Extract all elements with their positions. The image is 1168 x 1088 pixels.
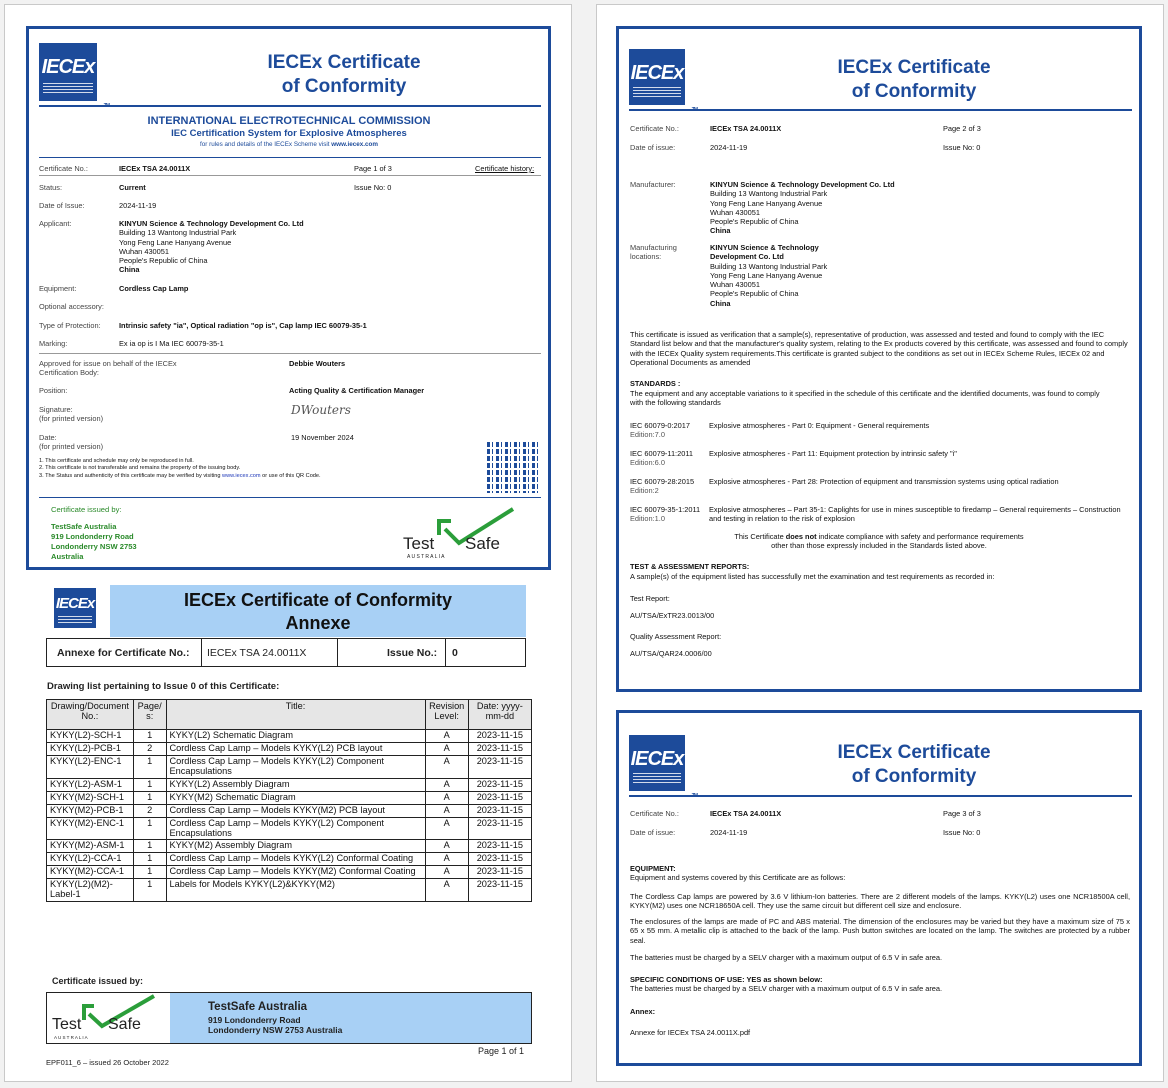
approver-name: Debbie Wouters	[289, 359, 346, 368]
standard-code[interactable]: IEC 60079-28:2015	[630, 477, 695, 486]
iecex-logo: IECEx	[54, 588, 96, 628]
org-subtitle: IEC Certification System for Explosive Atmospheres	[171, 128, 407, 139]
applicant-address: KINYUN Science & Technology Development Co. Ltd Building 13 Wantong Industrial Park Yong Feng Lane Hanyang Avenue Wuhan 430051 People's Republic of China China	[119, 219, 304, 275]
mfg-locations-label: Manufacturing locations:	[630, 243, 677, 262]
col-header-doc-no: Drawing/Document No.:	[47, 700, 134, 730]
table-row	[47, 817, 532, 840]
signature-image: DWouters	[291, 403, 351, 417]
iecex-logo: IECEx	[629, 49, 685, 105]
divider	[629, 109, 1132, 111]
drawing-list-heading: Drawing list pertaining to Issue 0 of this Certificate:	[47, 681, 280, 692]
testsafe-logo: Test Safe A U S T R A L I A	[403, 507, 523, 562]
cell-date: 2023-11-15	[468, 817, 531, 840]
cell-pages: 1	[133, 853, 166, 866]
cell-date: 2023-11-15	[468, 804, 531, 817]
cell-revision: A	[425, 840, 468, 853]
cell-title: KYKY(M2) Assembly Diagram	[166, 840, 425, 853]
equipment-heading: EQUIPMENT:	[630, 864, 676, 873]
qa-report-link[interactable]: AU/TSA/QAR24.0006/00	[630, 649, 712, 658]
cell-pages: 1	[133, 730, 166, 743]
date-value: 2024-11-19	[710, 828, 748, 837]
status-label: Status:	[39, 183, 63, 192]
cell-revision: A	[425, 866, 468, 879]
standard-title: Explosive atmospheres – Part 35-1: Caplights for use in mines susceptible to firedamp – General requirements – Construction and testing in relation to the risk of explosion	[709, 505, 1121, 524]
cell-pages: 1	[133, 755, 166, 778]
cell-pages: 1	[133, 778, 166, 791]
cell-date: 2023-11-15	[468, 730, 531, 743]
manufacturer-address: KINYUN Science & Technology Development Co. Ltd Building 13 Wantong Industrial Park Yong Feng Lane Hanyang Avenue Wuhan 430051 People's Republic of China China	[710, 180, 895, 236]
signature-label: Signature: (for printed version)	[39, 405, 104, 424]
cell-doc-no: KYKY(L2)-CCA-1	[47, 853, 134, 866]
date-label: Date of issue:	[630, 828, 676, 837]
approved-label: Approved for issue on behalf of the IECEx Certification Body:	[39, 359, 177, 378]
issue-number: Issue No: 0	[943, 143, 981, 152]
optional-accessory-label: Optional accessory:	[39, 302, 104, 311]
col-header-pages: Page/ s:	[133, 700, 166, 730]
date2-value: 19 November 2024	[291, 433, 354, 442]
table-row	[47, 853, 532, 866]
divider	[39, 353, 541, 354]
cell-doc-no: KYKY(M2)-ENC-1	[47, 817, 134, 840]
equipment-para-2: The enclosures of the lamps are made of PC and ABS material. The dimension of the enclosures may be varied but they have a maximum size of 75 x 65 x 55 mm. A metallic clip is attached to the back of the lamp. Push button switches are located on the lamp. The switches are protected by a rubber seal.	[630, 917, 1130, 945]
table-row	[47, 755, 532, 778]
date-value: 2024-11-19	[119, 201, 157, 210]
annexe-cert-label: Annexe for Certificate No.:	[57, 647, 190, 659]
page-number: Page 3 of 3	[943, 809, 981, 818]
equipment-para-3: The batteries must be charged by a SELV charger with a maximum output of 6.5 V in safe area.	[630, 953, 943, 962]
mfg-locations-address: KINYUN Science & Technology Development Co. Ltd Building 13 Wantong Industrial Park Yong Feng Lane Hanyang Avenue Wuhan 430051 People's Republic of China China	[710, 243, 828, 308]
cell-revision: A	[425, 804, 468, 817]
iecex-logo: IECEx	[39, 43, 97, 101]
cell-date: 2023-11-15	[468, 866, 531, 879]
annexe-issued-by-label: Certificate issued by:	[52, 976, 144, 986]
annexe-page-number: Page 1 of 1	[478, 1046, 525, 1056]
cell-pages: 1	[133, 791, 166, 804]
reports-intro: A sample(s) of the equipment listed has successfully met the examination and test requirements as recorded in:	[630, 572, 995, 581]
cell-doc-no: KYKY(L2)-PCB-1	[47, 742, 134, 755]
cell-date: 2023-11-15	[468, 742, 531, 755]
cell-title: KYKY(M2) Schematic Diagram	[166, 791, 425, 804]
cell-revision: A	[425, 853, 468, 866]
cell-doc-no: KYKY(M2)-CCA-1	[47, 866, 134, 879]
verification-text: This certificate is issued as verification that a sample(s), representative of production, was assessed and tested and found to comply with the IEC Standard list below and that the manufacturer's quality system, relating to the Ex products covered by this certificate, was assessed and found to comply with the IECEx Quality system requirements.This certificate is granted subject to the conditions as set out in IECEx Scheme Rules, IECEx 02 and Operational Documents as amended	[630, 330, 1128, 367]
table-row	[47, 778, 532, 791]
cell-pages: 1	[133, 879, 166, 902]
org-name: INTERNATIONAL ELECTROTECHNICAL COMMISSION	[147, 115, 431, 127]
annexe-issue-label: Issue No.:	[387, 647, 438, 659]
col-header-revision: Revision Level:	[425, 700, 468, 730]
notes-link[interactable]: www.iecex.com	[222, 472, 261, 479]
cert-no-label: Certificate No.:	[630, 809, 679, 818]
cell-revision: A	[425, 817, 468, 840]
issued-by-label: Certificate issued by:	[51, 505, 122, 514]
test-report-link[interactable]: AU/TSA/ExTR23.0013/00	[630, 611, 715, 620]
equipment-label: Equipment:	[39, 284, 77, 293]
cell-doc-no: KYKY(L2)(M2)-Label-1	[47, 879, 134, 902]
divider	[39, 157, 541, 158]
cell-doc-no: KYKY(L2)-ENC-1	[47, 755, 134, 778]
certificate-history-link[interactable]: Certificate history:	[475, 164, 535, 173]
cell-title: Cordless Cap Lamp – Models KYKY(M2) PCB layout	[166, 804, 425, 817]
date-label: Date of Issue:	[39, 201, 85, 210]
qr-code[interactable]	[487, 441, 539, 493]
issue-number: Issue No: 0	[943, 828, 981, 837]
test-report-label: Test Report:	[630, 594, 670, 603]
standard-edition: Edition:1.0	[630, 514, 665, 523]
certificate-page-1	[26, 26, 551, 570]
annexe-cert-no: IECEx TSA 24.0011X	[207, 647, 307, 659]
table-row	[47, 742, 532, 755]
cell-title: Cordless Cap Lamp – Models KYKY(M2) Conformal Coating	[166, 866, 425, 879]
cell-revision: A	[425, 778, 468, 791]
divider	[39, 175, 541, 176]
iecex-logo: IECEx	[629, 735, 685, 791]
cell-date: 2023-11-15	[468, 778, 531, 791]
cell-title: Cordless Cap Lamp – Models KYKY(L2) Conformal Coating	[166, 853, 425, 866]
standard-edition: Edition:6.0	[630, 458, 665, 467]
standards-heading: STANDARDS :	[630, 379, 681, 388]
page-number: Page 1 of 3	[354, 164, 392, 173]
page-number: Page 2 of 3	[943, 124, 981, 133]
iecex-link[interactable]: www.iecex.com	[331, 141, 378, 148]
cell-date: 2023-11-15	[468, 755, 531, 778]
table-row	[47, 879, 532, 902]
page-title: IECEx Certificate of Conformity	[837, 57, 991, 102]
cell-revision: A	[425, 730, 468, 743]
standard-code[interactable]: IEC 60079-11:2011	[630, 449, 694, 458]
cell-title: Labels for Models KYKY(L2)&KYKY(M2)	[166, 879, 425, 902]
cell-title: Cordless Cap Lamp – Models KYKY(L2) Component Encapsulations	[166, 817, 425, 840]
org-rules-text: for rules and details of the IECEx Scheme visit www.iecex.com	[200, 141, 378, 148]
page-title: IECEx Certificate of Conformity	[837, 742, 991, 787]
notes: 1. This certificate and schedule may only be reproduced in full. 2. This certificate is not transferable and remains the property of the issuing body. 3. The Status and authenticity of this certificate may be verified by visiting www.iecex.com or use of this QR Code.	[39, 458, 321, 479]
table-row	[47, 840, 532, 853]
cell-title: KYKY(L2) Schematic Diagram	[166, 730, 425, 743]
annexe-title: IECEx Certificate of Conformity Annexe	[183, 590, 453, 633]
cell-pages: 1	[133, 866, 166, 879]
divider	[39, 105, 541, 107]
cert-no-label: Certificate No.:	[630, 124, 679, 133]
col-header-title: Title:	[166, 700, 425, 730]
compliance-disclaimer: This Certificate does not indicate compliance with safety and performance requirements other than those expressly included in the Standards listed above.	[734, 532, 1024, 551]
drawing-list-table	[46, 699, 532, 902]
annex-label: Annex:	[630, 1007, 656, 1016]
protection-label: Type of Protection:	[39, 321, 101, 330]
manufacturer-label: Manufacturer:	[630, 180, 676, 189]
cell-date: 2023-11-15	[468, 791, 531, 804]
cell-pages: 2	[133, 804, 166, 817]
cell-title: Cordless Cap Lamp – Models KYKY(L2) Component Encapsulations	[166, 755, 425, 778]
cell-pages: 1	[133, 817, 166, 840]
cell-title: Cordless Cap Lamp – Models KYKY(L2) PCB layout	[166, 742, 425, 755]
standard-edition: Edition:7.0	[630, 430, 665, 439]
table-header-row	[47, 700, 532, 730]
cell-doc-no: KYKY(L2)-ASM-1	[47, 778, 134, 791]
divider	[629, 795, 1132, 797]
cert-no: IECEx TSA 24.0011X	[710, 124, 782, 133]
standard-title: Explosive atmospheres - Part 0: Equipment - General requirements	[709, 421, 930, 430]
position-label: Position:	[39, 386, 68, 395]
date2-label: Date: (for printed version)	[39, 433, 104, 452]
cert-no: IECEx TSA 24.0011X	[710, 809, 782, 818]
standard-code[interactable]: IEC 60079-35-1:2011	[630, 505, 701, 514]
cell-revision: A	[425, 755, 468, 778]
col-header-date: Date: yyyy-mm-dd	[468, 700, 531, 730]
position-value: Acting Quality & Certification Manager	[289, 386, 425, 395]
protection-value: Intrinsic safety "ia", Optical radiation "op is", Cap lamp IEC 60079-35-1	[119, 321, 367, 330]
annex-link[interactable]: Annexe for IECEx TSA 24.0011X.pdf	[630, 1028, 751, 1037]
annexe-cert-box	[46, 638, 526, 667]
cell-doc-no: KYKY(M2)-SCH-1	[47, 791, 134, 804]
cell-revision: A	[425, 879, 468, 902]
cell-date: 2023-11-15	[468, 853, 531, 866]
cell-title: KYKY(L2) Assembly Diagram	[166, 778, 425, 791]
table-row	[47, 804, 532, 817]
table-row	[47, 866, 532, 879]
annexe-footer: EPF011_6 – issued 26 October 2022	[46, 1058, 169, 1067]
standard-title: Explosive atmospheres - Part 11: Equipment protection by intrinsic safety "i"	[709, 449, 957, 458]
standard-edition: Edition:2	[630, 486, 659, 495]
cell-revision: A	[425, 742, 468, 755]
cell-doc-no: KYKY(M2)-PCB-1	[47, 804, 134, 817]
cell-pages: 1	[133, 840, 166, 853]
cell-date: 2023-11-15	[468, 840, 531, 853]
testsafe-logo-annexe: Test Safe A U S T R A L I A	[52, 994, 162, 1042]
annexe-issue-value: 0	[452, 647, 458, 659]
marking-label: Marking:	[39, 339, 68, 348]
cell-doc-no: KYKY(L2)-SCH-1	[47, 730, 134, 743]
cell-pages: 2	[133, 742, 166, 755]
equipment-para-1: The Cordless Cap lamps are powered by 3.6 V lithium-Ion batteries. There are 2 different models of the lamps. KYKY(L2) uses one NCR18500A cell, KYKY(M2) uses one NCR18650A cell. They use the same circuit but different cell size and enclosure.	[630, 892, 1130, 911]
standard-code[interactable]: IEC 60079-0:2017	[630, 421, 690, 430]
cell-date: 2023-11-15	[468, 879, 531, 902]
status-value: Current	[119, 183, 146, 192]
equipment-value: Cordless Cap Lamp	[119, 284, 189, 293]
annexe-issuer-address: TestSafe Australia 919 Londonderry Road Londonderry NSW 2753 Australia	[208, 1001, 343, 1035]
table-row	[47, 730, 532, 743]
cell-doc-no: KYKY(M2)-ASM-1	[47, 840, 134, 853]
issuer-address: TestSafe Australia 919 Londonderry Road Londonderry NSW 2753 Australia	[51, 522, 137, 561]
marking-value: Ex ia op is I Ma IEC 60079-35-1	[119, 339, 224, 348]
date-label: Date of issue:	[630, 143, 676, 152]
standards-intro: The equipment and any acceptable variations to it specified in the schedule of this certificate and the identified documents, was found to comply with the following standards	[630, 389, 1100, 408]
certificate-page-2	[616, 26, 1142, 692]
divider	[39, 497, 541, 498]
conditions-text: The batteries must be charged by a SELV charger with a maximum output of 6.5 V in safe area.	[630, 984, 943, 993]
equipment-intro: Equipment and systems covered by this Certificate are as follows:	[630, 873, 846, 882]
reports-heading: TEST & ASSESSMENT REPORTS:	[630, 562, 750, 571]
certificate-page-3	[616, 710, 1142, 1066]
issue-number: Issue No: 0	[354, 183, 392, 192]
table-row	[47, 791, 532, 804]
cell-revision: A	[425, 791, 468, 804]
conditions-heading: SPECIFIC CONDITIONS OF USE: YES as shown below:	[630, 975, 823, 984]
cert-no-label: Certificate No.:	[39, 164, 88, 173]
qa-report-label: Quality Assessment Report:	[630, 632, 722, 641]
page-title: IECEx Certificate of Conformity	[267, 52, 421, 97]
applicant-label: Applicant:	[39, 219, 72, 228]
standard-title: Explosive atmospheres - Part 28: Protection of equipment and transmission systems using optical radiation	[709, 477, 1059, 486]
cert-no: IECEx TSA 24.0011X	[119, 164, 191, 173]
date-value: 2024-11-19	[710, 143, 748, 152]
